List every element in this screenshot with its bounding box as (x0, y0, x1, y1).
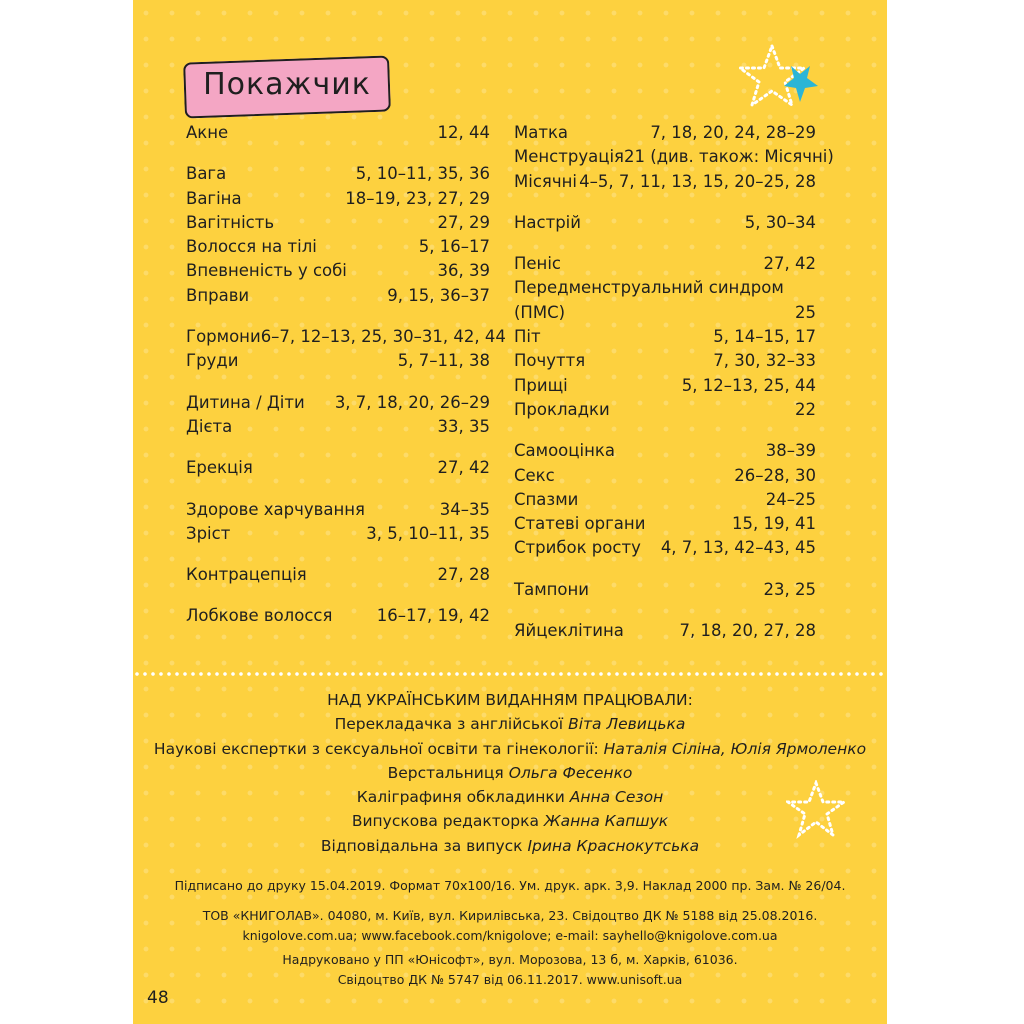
credit-role: Відповідальна за випуск (320, 836, 523, 855)
credits-heading: НАД УКРАЇНСЬКИМ ВИДАННЯМ ПРАЦЮВАЛИ: (327, 691, 693, 709)
index-pages: 9, 15, 36–37 (387, 285, 490, 305)
print-info (133, 876, 887, 896)
index-pages: 3, 5, 10–11, 35 (366, 523, 490, 543)
index-gap (186, 481, 490, 498)
index-pages: 24–25 (765, 489, 816, 509)
index-entry (186, 162, 490, 186)
dotted-divider (133, 672, 887, 676)
index-gap (186, 308, 490, 325)
index-gap (186, 546, 490, 563)
index-entry (514, 619, 816, 643)
credit-name: Ольга Фесенко (508, 763, 633, 782)
index-pages: 27, 42 (763, 254, 816, 274)
index-gap (514, 561, 816, 578)
index-term: Волосся на тілі (186, 237, 317, 257)
index-term: Настрій (514, 212, 581, 232)
index-gap (514, 194, 816, 211)
index-term: Матка (514, 123, 569, 142)
index-pages: 27, 42 (437, 458, 490, 478)
publisher-info (133, 906, 887, 946)
index-pages: 4–5, 7, 11, 13, 15, 20–25, 28 (579, 171, 816, 191)
index-entry (186, 325, 506, 349)
index-pages: 5, 14–15, 17 (713, 327, 816, 347)
index-term: Яйцеклітина (514, 621, 624, 641)
page-number: 48 (147, 988, 169, 1008)
credit-line (133, 834, 887, 858)
index-term: Зріст (186, 523, 231, 543)
index-term: Почуття (514, 351, 586, 371)
index-entry (514, 301, 816, 325)
publisher-line: ТОВ «КНИГОЛАВ». 04080, м. Київ, вул. Кирилівська, 23. Свідоцтво ДК № 5188 від 25.08.2016. (202, 908, 818, 923)
index-entry (514, 252, 816, 276)
index-term: Спазми (514, 489, 579, 509)
credit-role: Верстальниця (387, 763, 504, 782)
print-info-line: Підписано до друку 15.04.2019. Формат 70х100/16. Ум. друк. арк. 3,9. Наклад 2000 пр. Зам. № 26/04. (174, 878, 846, 893)
credit-name: Віта Левицька (568, 715, 686, 734)
index-pages: 16–17, 19, 42 (376, 606, 490, 626)
index-term: Лобкове волосся (186, 606, 333, 626)
index-entry (186, 522, 490, 546)
credit-line (133, 712, 887, 736)
index-pages: 5, 16–17 (418, 237, 490, 257)
index-pages: 34–35 (439, 499, 490, 519)
index-entry (514, 121, 816, 145)
index-entry (186, 415, 490, 439)
index-gap (186, 145, 490, 162)
index-pages: 21 (див. також: Місячні) (623, 147, 834, 167)
credit-role: Каліграфиня обкладинки (356, 788, 565, 807)
index-entry (186, 211, 490, 235)
index-pages: 38–39 (765, 441, 816, 461)
index-gap (186, 374, 490, 391)
credit-role: Перекладачка з англійської (334, 715, 564, 734)
index-term: Секс (514, 465, 555, 485)
index-term: Піт (514, 327, 541, 347)
credit-line (133, 809, 887, 833)
index-pages: 4, 7, 13, 42–43, 45 (660, 538, 816, 558)
index-term: Прокладки (514, 399, 610, 419)
index-pages: 26–28, 30 (734, 465, 816, 485)
index-term: Гормони (186, 327, 261, 347)
index-entry (514, 374, 816, 398)
index-entry (514, 398, 816, 422)
index-entry (186, 259, 490, 283)
credit-name: Жанна Капшук (543, 812, 669, 831)
credit-line (133, 737, 887, 761)
index-gap (186, 587, 490, 604)
index-pages: 18–19, 23, 27, 29 (345, 188, 490, 208)
index-pages: 5, 12–13, 25, 44 (681, 375, 816, 395)
printer-line: Надруковано у ПП «Юнісофт», вул. Морозова, 13 б, м. Харків, 61036. (282, 952, 738, 967)
credit-line (133, 761, 887, 785)
credit-name: Анна Сезон (569, 788, 664, 807)
index-term: Тампони (514, 579, 590, 599)
index-entry (514, 578, 816, 602)
index-entry (514, 145, 834, 169)
index-entry (514, 349, 816, 373)
index-pages: 7, 30, 32–33 (713, 351, 816, 371)
index-pages: 3, 7, 18, 20, 26–29 (334, 392, 490, 412)
index-term: Вагітність (186, 212, 275, 232)
index-pages: 12, 44 (437, 123, 490, 142)
index-entry (514, 325, 816, 349)
index-entry (186, 121, 490, 145)
credit-name: Ірина Краснокутська (527, 836, 700, 855)
star-top-right-icon (736, 40, 828, 112)
index-entry (514, 170, 816, 194)
publisher-contacts: knigolove.com.ua; www.facebook.com/knigolove; e-mail: sayhello@knigolove.com.ua (242, 928, 778, 943)
index-entry (514, 276, 816, 300)
index-entry (186, 456, 490, 480)
index-term: (ПМС) (514, 302, 566, 322)
credit-role: Наукові експертки з сексуальної освіти та гінекології: (153, 739, 599, 758)
index-entry (186, 391, 490, 415)
index-entry (514, 536, 816, 560)
index-right-column (514, 121, 834, 643)
index-term: Пеніс (514, 254, 562, 274)
index-term: Дитина / Діти (186, 392, 305, 412)
index-pages: 7, 18, 20, 24, 28–29 (650, 123, 816, 142)
index-pages: 27, 29 (437, 212, 490, 232)
index-term: Прищі (514, 375, 568, 395)
index-term: Акне (186, 123, 229, 142)
index-pages: 27, 28 (437, 565, 490, 585)
index-entry (186, 349, 490, 373)
index-gap (186, 439, 490, 456)
index-term: Ерекція (186, 458, 253, 478)
printer-info (133, 950, 887, 990)
index-term: Здорове харчування (186, 499, 365, 519)
index-term: Контрацепція (186, 565, 307, 585)
index-term: Стрибок росту (514, 538, 641, 558)
index-gap (514, 602, 816, 619)
index-pages: 33, 35 (437, 416, 490, 436)
index-left-column (186, 121, 506, 629)
index-term: Менструація (514, 147, 624, 167)
index-title-box (184, 59, 390, 115)
index-entry (186, 563, 490, 587)
index-entry (186, 498, 490, 522)
credit-role: Випускова редакторка (351, 812, 539, 831)
index-term: Вправи (186, 285, 250, 305)
page-title: Покажчик (203, 67, 371, 102)
credit-line (133, 785, 887, 809)
index-pages: 5, 30–34 (744, 212, 816, 232)
index-term: Впевненість у собі (186, 261, 347, 281)
index-pages: 6–7, 12–13, 25, 30–31, 42, 44 (260, 327, 506, 347)
index-entry (186, 604, 490, 628)
index-pages: 22 (795, 399, 816, 419)
index-term: Груди (186, 351, 239, 371)
printer-certificate: Свідоцтво ДК № 5747 від 06.11.2017. www.unisoft.ua (337, 972, 683, 987)
index-pages: 5, 10–11, 35, 36 (355, 164, 490, 184)
credits-section (133, 688, 887, 858)
index-entry (514, 488, 816, 512)
index-pages: 7, 18, 20, 27, 28 (679, 621, 816, 641)
index-entry (186, 235, 490, 259)
index-term: Статеві органи (514, 514, 646, 534)
index-term: Передменструальний синдром (514, 278, 784, 298)
index-pages: 23, 25 (763, 579, 816, 599)
index-term: Вага (186, 164, 227, 184)
index-term: Вагіна (186, 188, 242, 208)
index-pages: 15, 19, 41 (732, 514, 816, 534)
index-term: Самооцінка (514, 441, 615, 461)
index-entry (186, 187, 490, 211)
index-entry (514, 439, 816, 463)
index-entry (514, 464, 816, 488)
index-gap (514, 422, 816, 439)
index-entry (514, 512, 816, 536)
credit-name: Наталія Сіліна, Юлія Ярмоленко (603, 739, 867, 758)
index-pages: 25 (795, 302, 816, 322)
index-pages: 36, 39 (437, 261, 490, 281)
index-gap (514, 235, 816, 252)
index-entry (186, 284, 490, 308)
index-term: Місячні (514, 171, 577, 191)
index-entry (514, 211, 816, 235)
index-term: Дієта (186, 416, 233, 436)
index-pages: 5, 7–11, 38 (397, 351, 490, 371)
